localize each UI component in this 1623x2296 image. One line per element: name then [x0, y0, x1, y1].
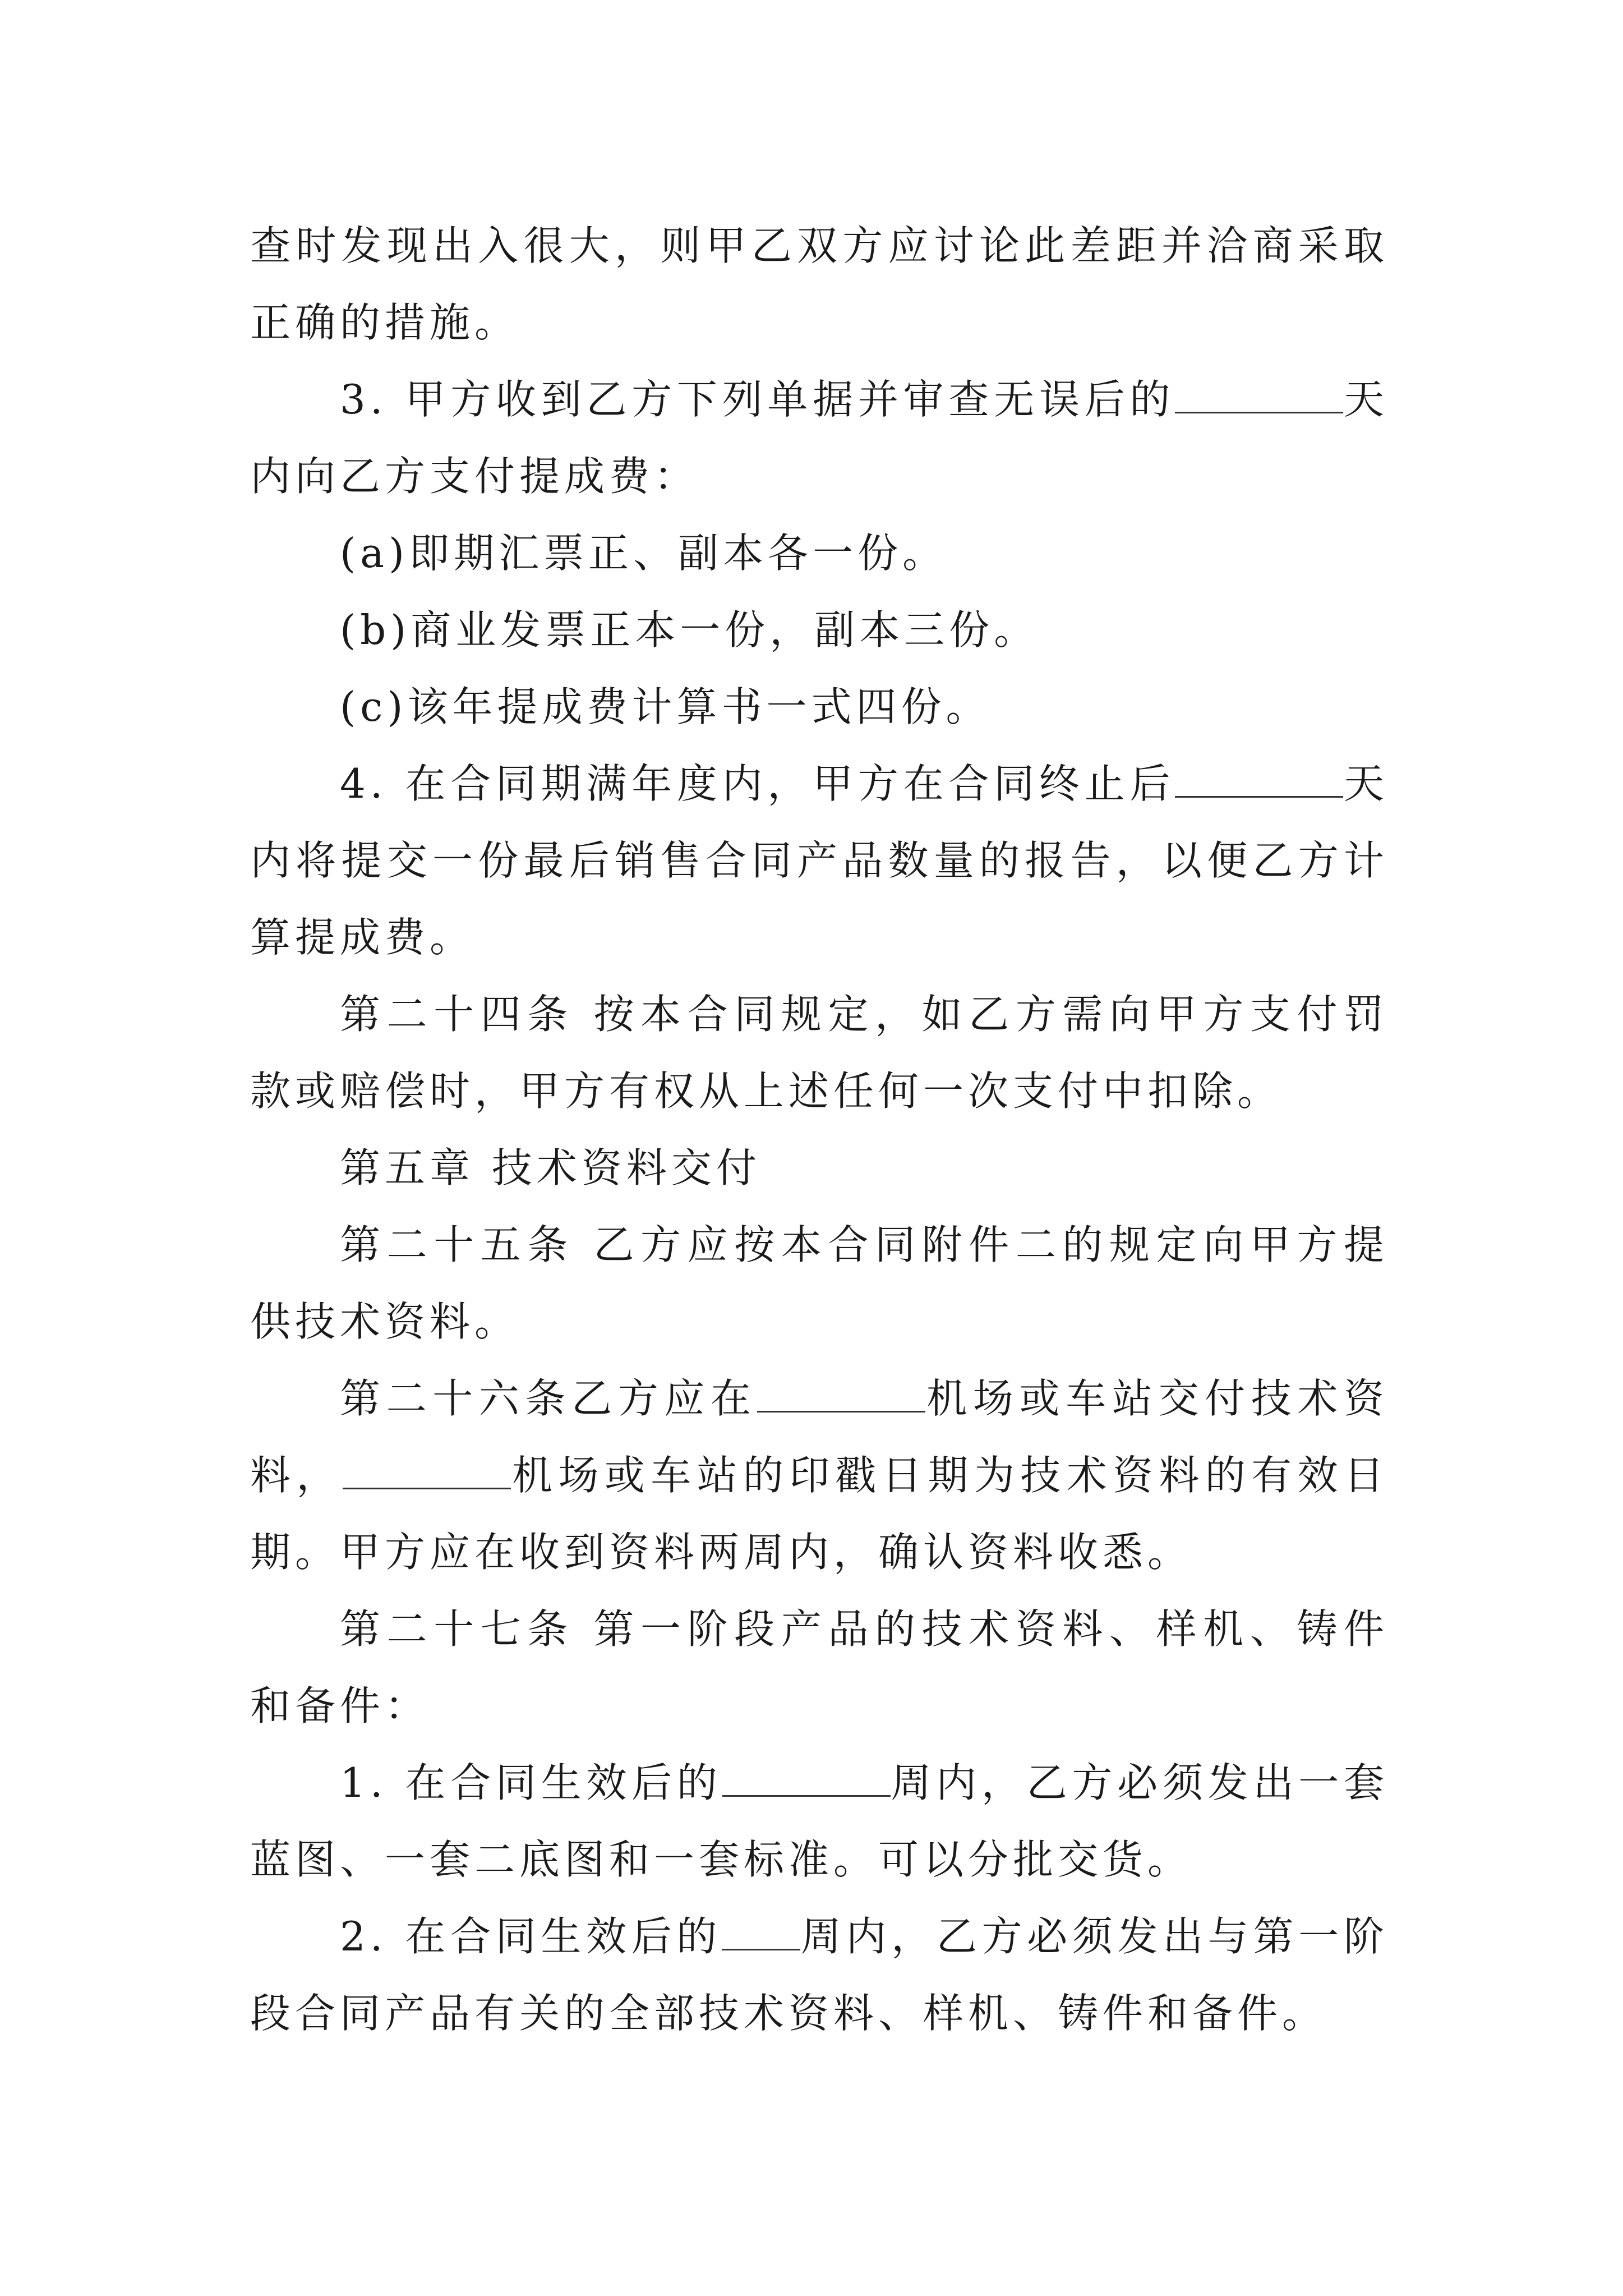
paragraph-item-4 — [250, 746, 1389, 976]
paragraph-text: 第二十四条 按本合同规定，如乙方需向甲方支付罚款或赔偿时，甲方有权从上述任何一次支付中扣除。 — [250, 991, 1389, 1115]
paragraph-text: 天内将提交一份最后销售合同产品数量的报告，以便乙方计算提成费。 — [250, 760, 1389, 961]
paragraph-item-3 — [250, 361, 1389, 515]
paragraph-text: 天内向乙方支付提成费： — [250, 376, 1389, 500]
paragraph-text: 第二十五条 乙方应按本合同附件二的规定向甲方提供技术资料。 — [250, 1221, 1389, 1345]
paragraph-text: 4. 在合同期满年度内，甲方在合同终止后 — [340, 760, 1175, 807]
paragraph-text: 机场或车站交付技术资料， — [250, 1375, 1389, 1499]
paragraph-sub-a — [250, 515, 1389, 592]
document-body — [250, 208, 1389, 2052]
fill-in-blank — [722, 1914, 800, 1950]
article-27-item-1 — [250, 1745, 1389, 1898]
paragraph-text: 1. 在合同生效后的 — [340, 1759, 722, 1806]
article-26 — [250, 1360, 1389, 1591]
article-27-item-2 — [250, 1898, 1389, 2052]
paragraph-text: 2. 在合同生效后的 — [340, 1913, 722, 1960]
paragraph-text: 周内，乙方必须发出一套蓝图、一套二底图和一套标准。可以分批交货。 — [250, 1759, 1389, 1883]
article-27 — [250, 1591, 1389, 1745]
paragraph-text: (b)商业发票正本一份，副本三份。 — [340, 606, 1039, 654]
paragraph-text: 第二十六条乙方应在 — [340, 1375, 757, 1422]
article-24 — [250, 976, 1389, 1130]
fill-in-blank — [722, 1760, 891, 1797]
paragraph-continuation — [250, 208, 1389, 361]
chapter-5-heading — [250, 1130, 1389, 1207]
paragraph-text: 周内，乙方必须发出与第一阶段合同产品有关的全部技术资料、样机、铸件和备件。 — [250, 1913, 1389, 2037]
fill-in-blank — [757, 1376, 925, 1412]
fill-in-blank — [1175, 377, 1343, 413]
paragraph-sub-c — [250, 669, 1389, 746]
paragraph-sub-b — [250, 592, 1389, 669]
paragraph-text: (c)该年提成费计算书一式四份。 — [340, 683, 991, 730]
fill-in-blank — [1175, 761, 1343, 798]
article-25 — [250, 1207, 1389, 1360]
chapter-title: 第五章 技术资料交付 — [340, 1144, 761, 1191]
fill-in-blank — [343, 1453, 511, 1489]
paragraph-text: 第二十七条 第一阶段产品的技术资料、样机、铸件和备件： — [250, 1605, 1389, 1729]
paragraph-text: 机场或车站的印戳日期为技术资料的有效日期。甲方应在收到资料两周内，确认资料收悉。 — [250, 1452, 1389, 1576]
paragraph-text: 3. 甲方收到乙方下列单据并审查无误后的 — [340, 376, 1175, 423]
paragraph-text: 查时发现出入很大，则甲乙双方应讨论此差距并洽商采取正确的措施。 — [250, 222, 1389, 346]
paragraph-text: (a)即期汇票正、副本各一份。 — [340, 530, 948, 577]
